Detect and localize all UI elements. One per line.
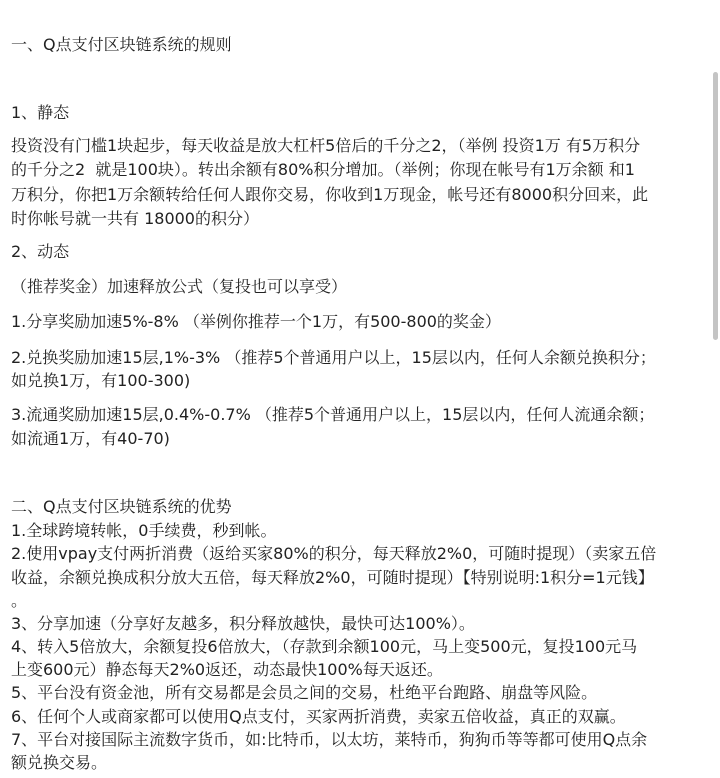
vertical-scrollbar[interactable] — [713, 72, 718, 340]
rule-item-2-line-2: 如兑换1万，有100-300) — [11, 371, 191, 390]
section1-title: 一、Q点支付区块链系统的规则 — [11, 35, 232, 54]
section2-title: 二、Q点支付区块链系统的优势 — [11, 497, 232, 516]
advantage-line-4: 。 — [11, 591, 28, 610]
advantage-line-6: 4、转入5倍放大，余额复投6倍放大，（存款到余额100元，马上变500元，复投100元马 — [11, 637, 638, 656]
advantage-line-8: 5、平台没有资金池，所有交易都是会员之间的交易，杜绝平台跑路、崩盘等风险。 — [11, 683, 598, 702]
formula-line: （推荐奖金）加速释放公式（复投也可以享受） — [11, 277, 348, 296]
static-line-3: 万积分，你把1万余额转给任何人跟你交易，你收到1万现金，帐号还有8000积分回来，此 — [11, 185, 649, 204]
static-heading: 1、静态 — [11, 103, 70, 122]
rule-item-2-line-1: 2.兑换奖励加速15层,1%-3% （推荐5个普通用户以上，15层以内，任何人余额兑换积分； — [11, 348, 656, 367]
static-line-2: 的千分之2 就是100块）。转出余额有80%积分增加。（举例；你现在帐号有1万余额 和1 — [11, 160, 635, 179]
advantage-line-9: 6、任何个人或商家都可以使用Q点支付，买家两折消费，卖家五倍收益，真正的双赢。 — [11, 707, 626, 726]
advantage-line-11: 额兑换交易。 — [11, 753, 108, 772]
static-line-4: 时你帐号就一共有 18000的积分） — [11, 209, 259, 228]
advantage-line-7: 上变600元）静态每天2%0返还，动态最快100%每天返还。 — [11, 660, 443, 679]
advantage-line-10: 7、平台对接国际主流数字货币，如:比特币，以太坊，莱特币，狗狗币等等都可使用Q点余 — [11, 730, 648, 749]
rule-item-3-line-1: 3.流通奖励加速15层,0.4%-0.7% （推荐5个普通用户以上，15层以内，任何人流通余额； — [11, 405, 655, 424]
advantage-line-3: 收益，余额兑换成积分放大五倍，每天释放2%0，可随时提现）【特别说明:1积分=1元钱】 — [11, 568, 654, 587]
dynamic-heading: 2、动态 — [11, 242, 70, 261]
advantage-line-5: 3、分享加速（分享好友越多，积分释放越快，最快可达100%）。 — [11, 614, 475, 633]
static-line-1: 投资没有门槛1块起步，每天收益是放大杠杆5倍后的千分之2，（举例 投资1万 有5万积分 — [11, 136, 641, 155]
rule-item-1: 1.分享奖励加速5%-8% （举例你推荐一个1万，有500-800的奖金） — [11, 312, 501, 331]
advantage-line-2: 2.使用vpay支付两折消费（返给买家80%的积分，每天释放2%0，可随时提现）（卖家五倍 — [11, 544, 657, 563]
advantage-line-1: 1.全球跨境转帐，0手续费，秒到帐。 — [11, 521, 277, 540]
rule-item-3-line-2: 如流通1万，有40-70) — [11, 429, 170, 448]
